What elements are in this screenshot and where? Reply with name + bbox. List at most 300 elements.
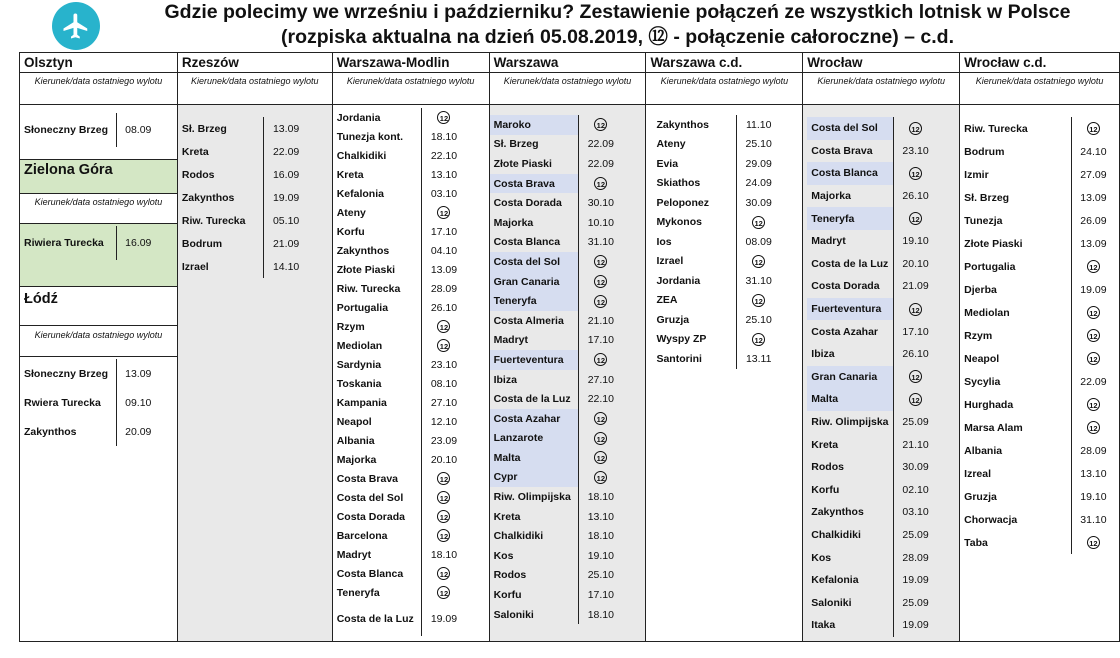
table-row: [652, 349, 780, 369]
year-round-icon: 12: [1087, 352, 1100, 365]
table-row: [490, 605, 623, 625]
year-round-badge: [579, 350, 623, 370]
destination-name: Jordania: [336, 111, 381, 124]
table-row: [960, 393, 1115, 416]
year-round-badge: [1071, 416, 1115, 439]
last-flight-date: 08.10: [422, 374, 466, 393]
table-row: [333, 184, 466, 203]
table-row: [807, 298, 937, 321]
table-row: [490, 233, 623, 253]
last-flight-date: 21.10: [579, 311, 623, 331]
last-flight-date: 25.10: [736, 310, 780, 330]
table-wroclaw-cd: [960, 117, 1115, 554]
last-flight-date: 24.10: [1071, 140, 1115, 163]
year-round-icon: 12: [437, 206, 450, 219]
table-row: [333, 602, 466, 636]
last-flight-date: 13.10: [579, 507, 623, 527]
table-row: [490, 389, 623, 409]
year-round-badge: [422, 526, 466, 545]
table-row: [807, 388, 937, 411]
destination-name: Costa Brava: [490, 174, 579, 194]
destination-name: Ios: [656, 235, 672, 248]
destination-name: Złote Piaski: [493, 157, 552, 170]
table-row: [652, 213, 780, 233]
last-flight-date: 26.10: [893, 343, 937, 366]
destination-name: Teneryfa: [336, 586, 380, 599]
sub-label: Kierunek/data ostatniego wylotu: [178, 73, 332, 105]
year-round-badge: [422, 108, 466, 127]
table-row: [178, 232, 308, 255]
table-row: [652, 232, 780, 252]
table-row: [807, 524, 937, 547]
destination-name: Toskania: [336, 377, 382, 390]
table-row: [490, 135, 623, 155]
destination-name: Ateny: [336, 206, 366, 219]
last-flight-date: 12.10: [422, 412, 466, 431]
destination-name: Izrael: [656, 255, 684, 268]
table-row: [333, 108, 466, 127]
destination-name: Wyspy ZP: [656, 333, 707, 346]
destination-name: Zakynthos: [336, 244, 390, 257]
table-row: [490, 468, 623, 488]
destination-name: Zakynthos: [656, 118, 709, 131]
year-round-icon: 12: [594, 412, 607, 425]
destination-name: Ibiza: [493, 373, 517, 386]
year-round-badge: [893, 298, 937, 321]
column-title-wroclaw-cd: Wrocław c.d.: [960, 53, 1119, 73]
destination-name: Mediolan: [964, 306, 1010, 319]
last-flight-date: 23.10: [422, 355, 466, 374]
destination-name: Ibiza: [811, 348, 835, 361]
column-wroclaw: [803, 53, 960, 641]
year-round-icon: 12: [437, 339, 450, 352]
last-flight-date: 19.09: [422, 602, 466, 636]
table-row: [960, 370, 1115, 393]
table-row: [490, 585, 623, 605]
destination-name: Rzym: [964, 329, 993, 342]
year-round-badge: [893, 388, 937, 411]
table-row: [807, 275, 937, 298]
year-round-badge: [1071, 393, 1115, 416]
last-flight-date: 31.10: [579, 233, 623, 253]
column-olsztyn: [20, 53, 178, 641]
table-row: [333, 412, 466, 431]
table-row: [490, 448, 623, 468]
table-row: [20, 226, 160, 260]
destination-name: Neapol: [336, 415, 372, 428]
destination-name: Majorka: [336, 453, 377, 466]
table-row: [807, 411, 937, 434]
destination-name: Djerba: [964, 283, 997, 296]
column-title-warszawa-cd: Warszawa c.d.: [646, 53, 802, 73]
table-row: [960, 232, 1115, 255]
destination-name: Santorini: [656, 352, 702, 365]
table-row: [807, 569, 937, 592]
destination-name: Madryt: [493, 334, 529, 347]
year-round-icon: 12: [909, 393, 922, 406]
routes-grid: [19, 52, 1120, 642]
table-row: [490, 507, 623, 527]
table-row: [20, 113, 160, 147]
destination-name: Kefalonia: [811, 574, 859, 587]
year-round-icon: 12: [594, 177, 607, 190]
table-row: [333, 317, 466, 336]
last-flight-date: 31.10: [736, 271, 780, 291]
destination-name: Albania: [964, 444, 1003, 457]
destination-name: Riw. Turecka: [336, 282, 401, 295]
destination-name: Costa Almeria: [493, 314, 564, 327]
last-flight-date: 14.10: [264, 255, 308, 278]
year-round-icon: 12: [1087, 122, 1100, 135]
year-round-badge: [579, 448, 623, 468]
destination-name: Marsa Alam: [964, 421, 1023, 434]
table-row: [333, 374, 466, 393]
column-title-zielona: Zielona Góra: [20, 160, 177, 194]
year-round-icon: 12: [437, 529, 450, 542]
destination-name: Rzym: [336, 320, 365, 333]
table-row: [807, 479, 937, 502]
last-flight-date: 20.09: [116, 417, 160, 446]
destination-name: Gran Canaria: [807, 366, 893, 389]
column-title-warszawa: Warszawa: [490, 53, 646, 73]
destination-name: Riw. Turecka: [964, 122, 1028, 135]
table-row: [333, 146, 466, 165]
table-row: [178, 209, 308, 232]
year-round-icon: 12: [1087, 306, 1100, 319]
table-zielona: [20, 226, 160, 260]
year-round-icon: 12: [752, 255, 765, 268]
sub-label: Kierunek/data ostatniego wylotu: [333, 73, 489, 105]
table-row: [960, 301, 1115, 324]
table-row: [807, 320, 937, 343]
column-warszawa: [490, 53, 647, 641]
table-row: [960, 209, 1115, 232]
table-lodz: [20, 359, 160, 446]
table-row: [490, 154, 623, 174]
destination-name: Saloniki: [493, 608, 534, 621]
table-row: [960, 485, 1115, 508]
last-flight-date: 17.10: [579, 585, 623, 605]
table-row: [490, 370, 623, 390]
sub-label: Kierunek/data ostatniego wylotu: [20, 327, 177, 357]
table-row: [178, 186, 308, 209]
table-row: [652, 174, 780, 194]
last-flight-date: 19.10: [579, 546, 623, 566]
table-row: [490, 350, 623, 370]
last-flight-date: 13.10: [422, 165, 466, 184]
last-flight-date: 20.10: [893, 253, 937, 276]
destination-name: Kreta: [493, 510, 521, 523]
table-row: [333, 336, 466, 355]
last-flight-date: 17.10: [579, 331, 623, 351]
section-lodz: [20, 285, 177, 326]
year-round-badge: [1071, 347, 1115, 370]
title-line-2: (rozpiska aktualna na dzień 05.08.2019, ⑫ - połączenie całoroczne) – c.d.: [281, 26, 954, 48]
table-row: [333, 298, 466, 317]
table-row: [333, 241, 466, 260]
destination-name: Złote Piaski: [964, 237, 1023, 250]
logo: [52, 2, 100, 50]
destination-name: Riw. Olimpijska: [811, 416, 889, 429]
destination-name: Kos: [811, 551, 832, 564]
table-rzeszow: [178, 117, 308, 278]
destination-name: Mediolan: [336, 339, 383, 352]
destination-name: Słoneczny Brzeg: [24, 124, 109, 136]
last-flight-date: 23.09: [422, 431, 466, 450]
destination-name: Chorwacja: [964, 513, 1018, 526]
year-round-badge: [1071, 301, 1115, 324]
last-flight-date: 09.10: [116, 388, 160, 417]
table-warszawa: [490, 115, 623, 624]
table-row: [490, 311, 623, 331]
destination-name: Sł. Brzeg: [181, 122, 227, 135]
table-row: [333, 545, 466, 564]
last-flight-date: 26.10: [422, 298, 466, 317]
year-round-icon: 12: [594, 255, 607, 268]
table-row: [333, 393, 466, 412]
table-row: [178, 140, 308, 163]
table-row: [960, 347, 1115, 370]
table-row: [490, 487, 623, 507]
year-round-icon: 12: [594, 353, 607, 366]
year-round-icon: 12: [437, 567, 450, 580]
year-round-icon: 12: [594, 471, 607, 484]
table-row: [807, 591, 937, 614]
destination-name: Chalkidiki: [493, 530, 544, 543]
column-warszawa-cd: [646, 53, 803, 641]
table-row: [178, 117, 308, 140]
table-row: [333, 526, 466, 545]
table-row: [490, 546, 623, 566]
destination-name: Costa Brava: [811, 144, 873, 157]
destination-name: Kreta: [336, 168, 364, 181]
table-row: [960, 140, 1115, 163]
last-flight-date: 19.10: [893, 230, 937, 253]
year-round-icon: 12: [437, 320, 450, 333]
last-flight-date: 31.10: [1071, 508, 1115, 531]
year-round-badge: [422, 317, 466, 336]
column-rzeszow: [178, 53, 333, 641]
last-flight-date: 24.09: [736, 174, 780, 194]
last-flight-date: 18.10: [579, 605, 623, 625]
last-flight-date: 28.09: [893, 546, 937, 569]
last-flight-date: 17.10: [422, 222, 466, 241]
year-round-icon: 12: [437, 586, 450, 599]
year-round-icon: 12: [1087, 260, 1100, 273]
destination-name: Skiathos: [656, 177, 701, 190]
table-row: [807, 501, 937, 524]
destination-name: Rodos: [493, 569, 527, 582]
table-row: [178, 255, 308, 278]
table-row: [652, 330, 780, 350]
destination-name: Costa del Sol: [490, 252, 579, 272]
year-round-badge: [1071, 324, 1115, 347]
last-flight-date: 30.09: [736, 193, 780, 213]
destination-name: Hurghada: [964, 398, 1014, 411]
table-row: [960, 117, 1115, 140]
destination-name: Izmir: [964, 168, 989, 181]
table-row: [333, 564, 466, 583]
destination-name: Kefalonia: [336, 187, 384, 200]
year-round-icon: 12: [909, 212, 922, 225]
table-row: [807, 140, 937, 163]
year-round-icon: 12: [594, 275, 607, 288]
table-row: [20, 388, 160, 417]
year-round-badge: [422, 203, 466, 222]
destination-name: Chalkidiki: [336, 149, 387, 162]
table-modlin: [333, 108, 466, 636]
last-flight-date: 25.10: [736, 135, 780, 155]
destination-name: Lanzarote: [490, 429, 579, 449]
table-row: [20, 359, 160, 388]
last-flight-date: 11.10: [736, 115, 780, 135]
last-flight-date: 18.10: [422, 545, 466, 564]
table-row: [960, 186, 1115, 209]
destination-name: Korfu: [811, 483, 840, 496]
table-row: [652, 135, 780, 155]
last-flight-date: 22.09: [579, 154, 623, 174]
year-round-icon: 12: [437, 510, 450, 523]
year-round-badge: [1071, 255, 1115, 278]
destination-name: Zakynthos: [811, 506, 864, 519]
last-flight-date: 27.10: [422, 393, 466, 412]
table-row: [960, 508, 1115, 531]
year-round-badge: [422, 336, 466, 355]
year-round-badge: [579, 429, 623, 449]
year-round-badge: [736, 330, 780, 350]
destination-name: Tunezja kont.: [336, 130, 404, 143]
last-flight-date: 27.10: [579, 370, 623, 390]
table-row: [807, 253, 937, 276]
table-row: [333, 431, 466, 450]
table-row: [333, 260, 466, 279]
table-row: [652, 291, 780, 311]
year-round-badge: [422, 469, 466, 488]
destination-name: Taba: [964, 536, 988, 549]
table-warszawa-cd: [652, 115, 780, 369]
last-flight-date: 25.10: [579, 566, 623, 586]
table-row: [652, 115, 780, 135]
last-flight-date: 17.10: [893, 320, 937, 343]
last-flight-date: 22.09: [579, 135, 623, 155]
table-row: [490, 331, 623, 351]
year-round-icon: 12: [1087, 329, 1100, 342]
table-row: [333, 279, 466, 298]
destination-name: Malta: [490, 448, 579, 468]
last-flight-date: 16.09: [264, 163, 308, 186]
year-round-badge: [579, 174, 623, 194]
destination-name: Majorka: [811, 190, 851, 203]
destination-name: Rwiera Turecka: [24, 396, 101, 409]
destination-name: Sardynia: [336, 358, 382, 371]
year-round-icon: 12: [594, 451, 607, 464]
destination-name: Złote Piaski: [336, 263, 396, 276]
last-flight-date: 19.09: [893, 569, 937, 592]
last-flight-date: 04.10: [422, 241, 466, 260]
last-flight-date: 22.10: [422, 146, 466, 165]
destination-name: Malta: [807, 388, 893, 411]
table-row: [490, 272, 623, 292]
year-round-badge: [579, 468, 623, 488]
title-line-1: Gdzie polecimy we wrześniu i październiku? Zestawienie połączeń ze wszystkich lotnisk w Polsce: [164, 1, 1071, 23]
last-flight-date: 21.10: [893, 433, 937, 456]
destination-name: Gran Canaria: [490, 272, 579, 292]
table-row: [652, 154, 780, 174]
year-round-badge: [422, 583, 466, 602]
table-row: [333, 583, 466, 602]
destination-name: Kreta: [181, 145, 209, 158]
year-round-icon: 12: [437, 111, 450, 124]
table-row: [490, 291, 623, 311]
table-row: [960, 462, 1115, 485]
destination-name: Mykonos: [656, 216, 702, 229]
last-flight-date: 13.09: [422, 260, 466, 279]
year-round-icon: 12: [437, 472, 450, 485]
destination-name: Rodos: [811, 461, 844, 474]
table-row: [807, 185, 937, 208]
year-round-icon: 12: [752, 333, 765, 346]
table-row: [333, 507, 466, 526]
destination-name: Madryt: [811, 235, 846, 248]
table-row: [490, 213, 623, 233]
year-round-icon: 12: [1087, 536, 1100, 549]
year-round-icon: 12: [594, 432, 607, 445]
year-round-badge: [893, 366, 937, 389]
destination-name: Riw. Olimpijska: [493, 491, 571, 504]
year-round-badge: [579, 115, 623, 135]
table-row: [807, 162, 937, 185]
last-flight-date: 03.10: [422, 184, 466, 203]
table-row: [652, 252, 780, 272]
last-flight-date: 19.09: [1071, 278, 1115, 301]
sub-label: Kierunek/data ostatniego wylotu: [490, 73, 646, 105]
year-round-badge: [579, 252, 623, 272]
table-row: [652, 193, 780, 213]
last-flight-date: 21.09: [264, 232, 308, 255]
table-row: [960, 255, 1115, 278]
destination-name: Peloponez: [656, 196, 709, 209]
last-flight-date: 25.09: [893, 591, 937, 614]
year-round-badge: [422, 488, 466, 507]
table-row: [490, 174, 623, 194]
last-flight-date: 08.09: [116, 113, 160, 147]
last-flight-date: 18.10: [579, 526, 623, 546]
destination-name: Maroko: [490, 115, 579, 135]
sub-label: Kierunek/data ostatniego wylotu: [646, 73, 802, 105]
last-flight-date: 30.09: [893, 456, 937, 479]
table-row: [490, 115, 623, 135]
destination-name: ZEA: [656, 294, 678, 307]
destination-name: Izreal: [964, 467, 992, 480]
table-row: [333, 488, 466, 507]
year-round-icon: 12: [752, 216, 765, 229]
destination-name: Costa de la Luz: [336, 613, 414, 626]
year-round-badge: [736, 213, 780, 233]
last-flight-date: 27.09: [1071, 163, 1115, 186]
last-flight-date: 16.09: [116, 226, 160, 260]
table-olsztyn: [20, 113, 160, 147]
table-row: [960, 278, 1115, 301]
destination-name: Bodrum: [964, 145, 1005, 158]
year-round-badge: [893, 207, 937, 230]
destination-name: Zakynthos: [24, 425, 77, 438]
last-flight-date: 19.09: [264, 186, 308, 209]
last-flight-date: 18.10: [579, 487, 623, 507]
year-round-icon: 12: [594, 295, 607, 308]
table-row: [807, 207, 937, 230]
table-row: [960, 163, 1115, 186]
destination-name: Riwiera Turecka: [24, 237, 104, 249]
